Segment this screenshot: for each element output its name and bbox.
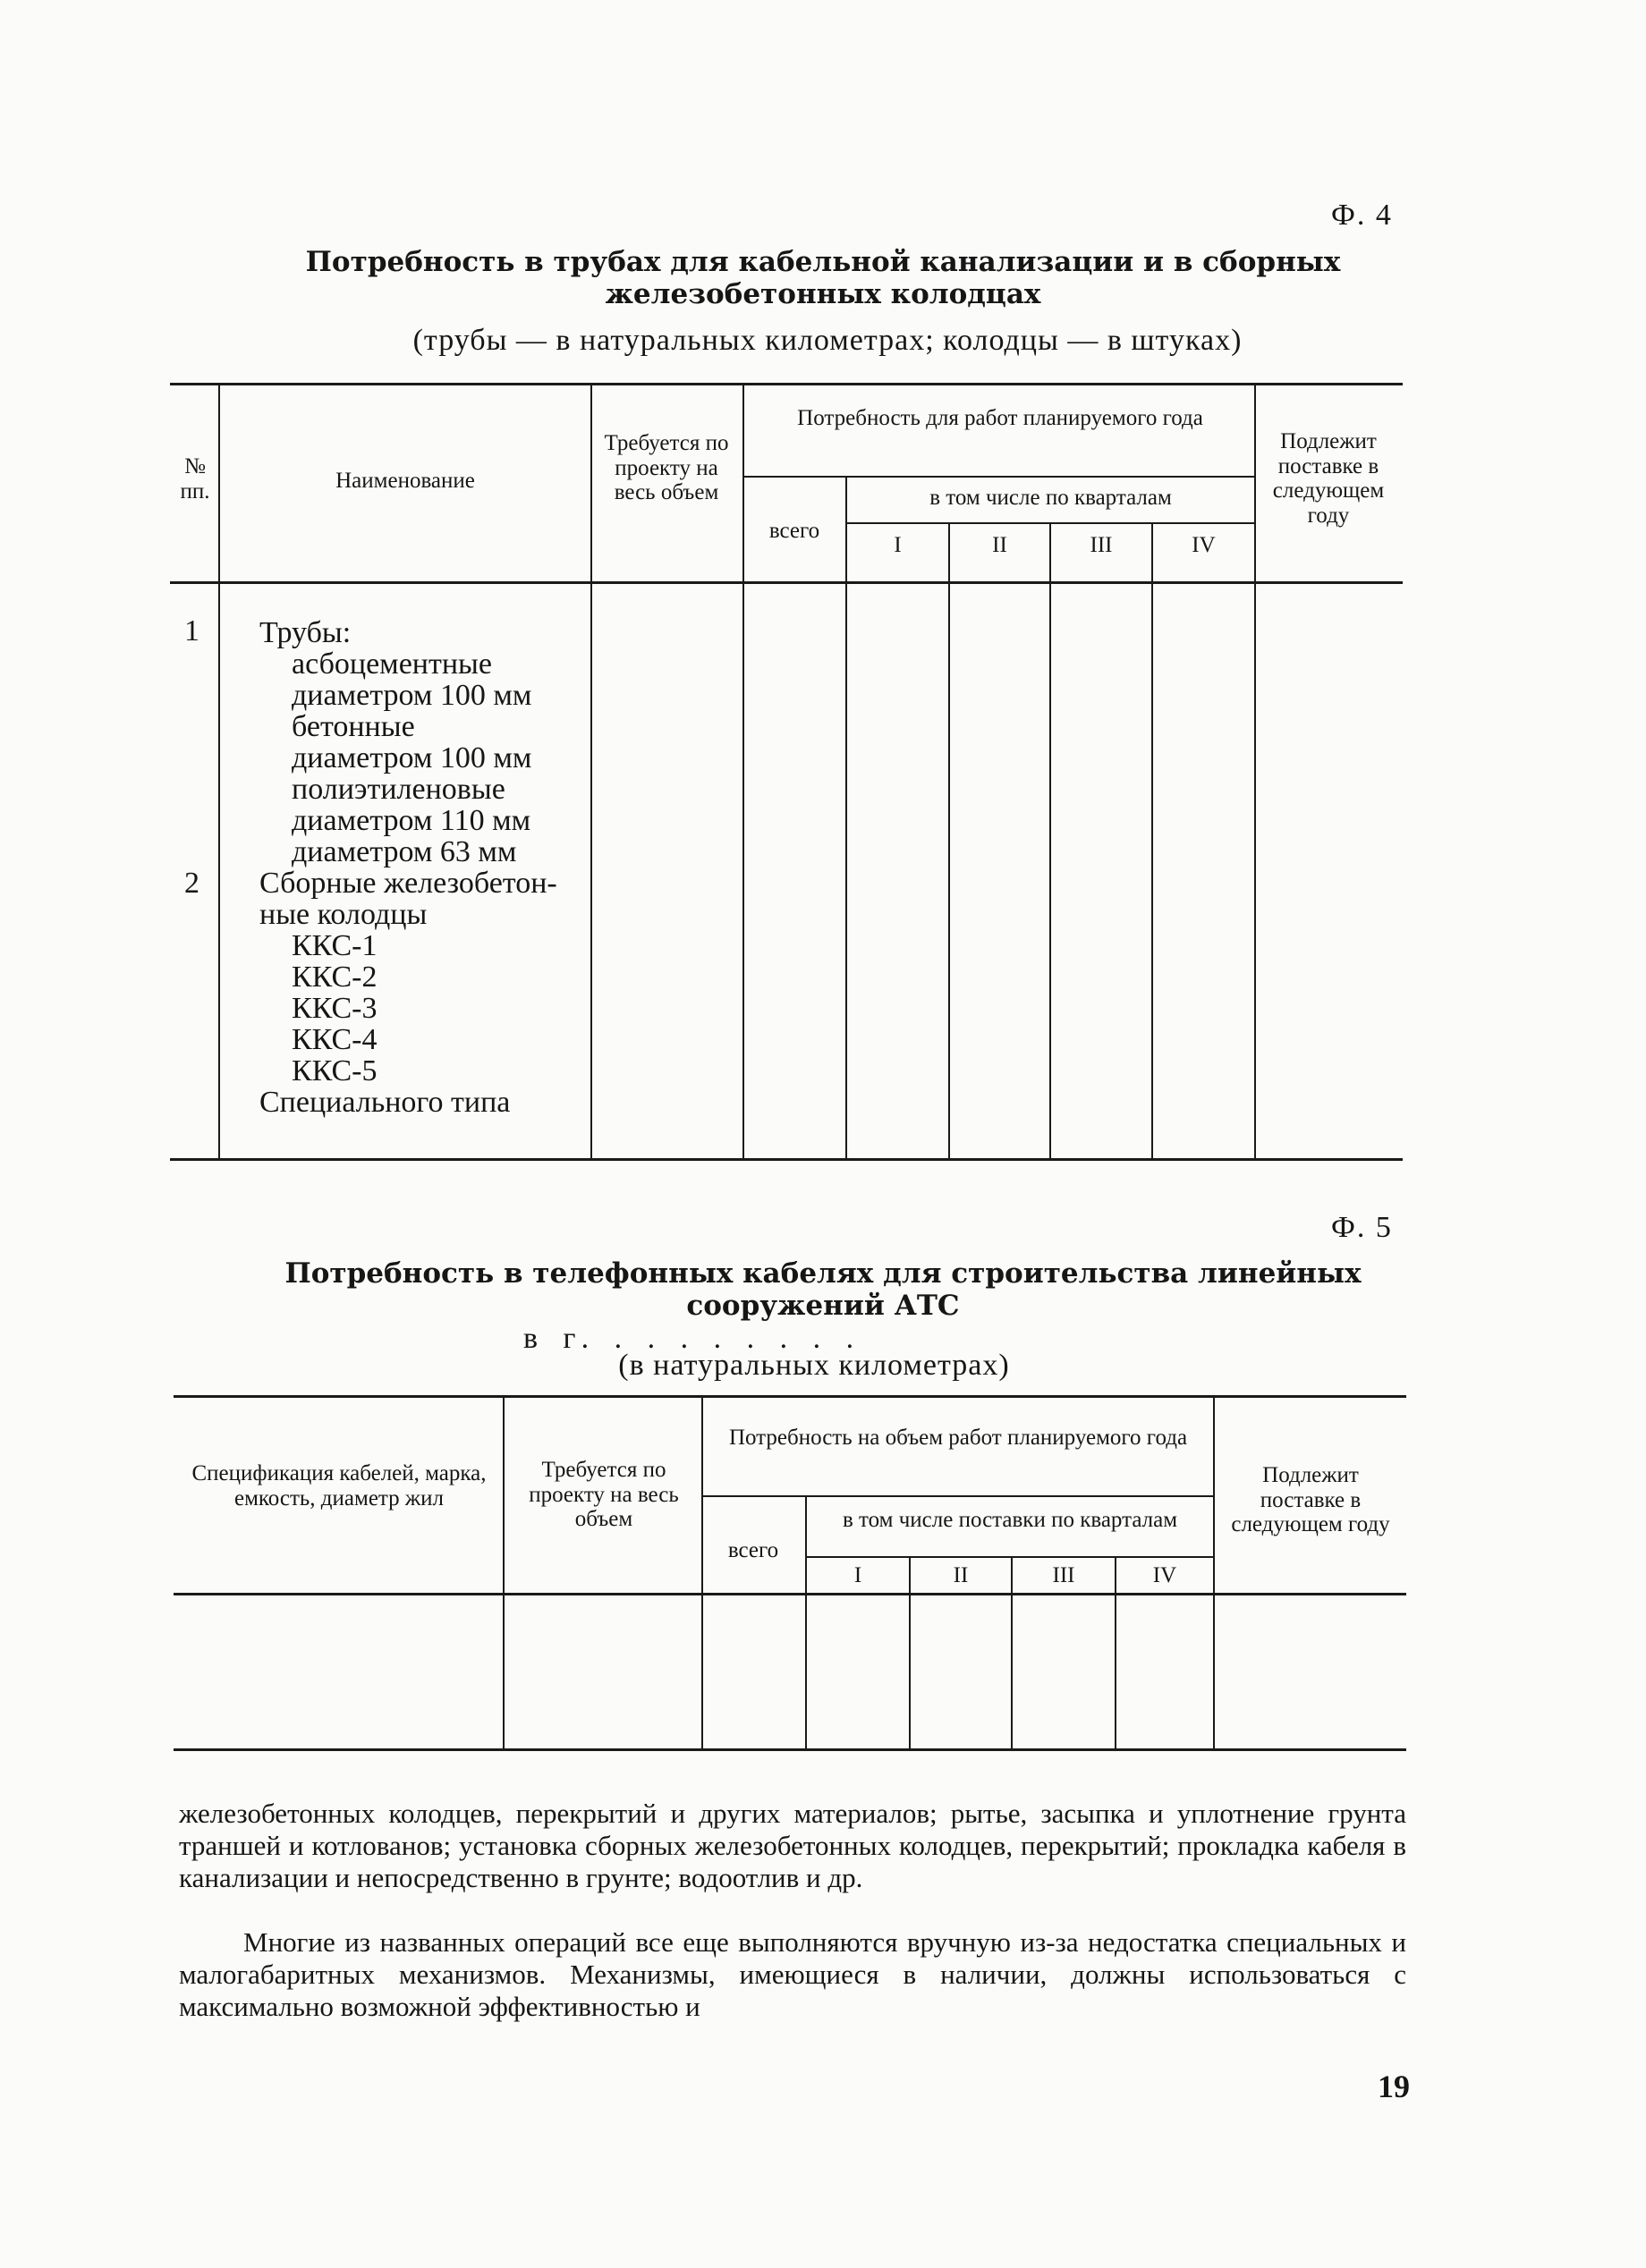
form5-vline-1: [503, 1397, 505, 1749]
form4-vline-8: [1254, 385, 1256, 1159]
form5-header-q4: IV: [1152, 1563, 1177, 1587]
form4-vline-5: [948, 524, 950, 1159]
form4-row2-line: ККС-3: [292, 992, 378, 1025]
form4-vline-7: [1151, 524, 1153, 1159]
form5-label: Ф. 5: [1331, 1211, 1393, 1244]
form4-label: Ф. 4: [1331, 199, 1393, 232]
form4-row2-line: ККС-1: [292, 929, 378, 962]
form5-header-q1: I: [853, 1563, 862, 1587]
form5-units: (в натуральных километрах): [618, 1349, 1010, 1382]
form4-header-q4: IV: [1192, 533, 1216, 557]
form4-title-line1: Потребность в трубах для кабельной канализации и в сборных: [305, 246, 1341, 278]
form4-row1-line: полиэтиленовые: [292, 773, 505, 806]
form5-quarters-divider: [805, 1556, 1213, 1558]
form4-vline-4: [845, 478, 847, 1159]
form4-row1-line: асбоцементные: [292, 647, 492, 681]
form4-row1-line: диаметром 100 мм: [292, 741, 532, 774]
form4-header-quarters-label: в том числе по кварталам: [929, 486, 1172, 510]
form5-header-spec: Спецификация кабелей, марка, емкость, диаметр жил: [191, 1461, 487, 1511]
form4-header-q3: III: [1090, 533, 1113, 557]
form4-bottom-rule: [170, 1158, 1403, 1161]
form4-row2-text: [259, 867, 590, 1118]
page-number: 19: [1378, 2069, 1410, 2104]
form4-vline-6: [1049, 524, 1051, 1159]
form4-row1-line: диаметром 110 мм: [292, 804, 531, 837]
body-paragraph-2: Многие из названных операций все еще выполняются вручную из-за недостатка специальных и малогабаритных механизмов. Механизмы, имеющиеся в наличии, должны использоваться с максимально возможной эффективностью и: [179, 1926, 1406, 2022]
form4-row1-num: 1: [184, 614, 199, 647]
form4-header-q1: I: [894, 533, 902, 557]
form5-header-required: Требуется по проекту на весь объем: [529, 1458, 679, 1531]
form4-units: (трубы — в натуральных километрах; колодцы — в штуках): [412, 324, 1243, 357]
form5-title-line2: сооружений АТС: [686, 1289, 960, 1322]
form5-vline-2: [701, 1397, 703, 1749]
form5-city-line: в г. . . . . . . . .: [523, 1322, 863, 1355]
form4-header-q2: II: [992, 533, 1007, 557]
form4-header-next-year: Подлежит поставке в следующем году: [1272, 429, 1385, 528]
form5-header-next-year: Подлежит поставке в следующем году: [1231, 1463, 1390, 1536]
form4-title-line2: железобетонных колодцах: [605, 277, 1041, 310]
form5-header-need: Потребность на объем работ планируемого года: [728, 1426, 1188, 1450]
form4-row1-line: диаметром 63 мм: [292, 835, 517, 868]
form4-header-name: Наименование: [335, 469, 475, 493]
form4-header-need: Потребность для работ планируемого года: [797, 406, 1203, 430]
form4-top-rule: [170, 383, 1403, 385]
form5-vline-7: [1213, 1397, 1215, 1749]
form5-header-q3: III: [1052, 1563, 1075, 1587]
form4-row2-line: Специального типа: [259, 1086, 511, 1119]
form4-header-bottom-rule: [170, 581, 1403, 584]
form5-title: [250, 1258, 1396, 1322]
form5-bottom-rule: [174, 1748, 1406, 1751]
form4-row1-line: диаметром 100 мм: [292, 679, 532, 712]
form4-row1-line: бетонные: [292, 710, 415, 743]
form4-row2-line: ные колодцы: [259, 898, 428, 931]
form4-row1-text: [259, 617, 590, 867]
form4-row2-line: ККС-2: [292, 961, 378, 994]
form4-row1-line: Трубы:: [259, 616, 352, 649]
form4-header-num: № пп.: [180, 454, 210, 504]
form5-header-q2: II: [953, 1563, 969, 1587]
form4-row2-line: Сборные железобетон-: [259, 867, 557, 900]
form4-row2-line: ККС-4: [292, 1023, 378, 1056]
form4-row2-num: 2: [184, 867, 199, 900]
form5-header-bottom-rule: [174, 1593, 1406, 1595]
form4-vline-3: [742, 385, 744, 1159]
form4-need-divider: [742, 476, 1254, 478]
form4-header-required: Требуется по проекту на весь объем: [604, 431, 729, 504]
form5-top-rule: [174, 1395, 1406, 1398]
form5-header-quarters-label: в том числе поставки по кварталам: [842, 1508, 1178, 1532]
form4-title: [250, 247, 1396, 310]
form4-header-total: всего: [768, 519, 820, 543]
body-paragraph-1: железобетонных колодцев, перекрытий и других материалов; рытье, засыпка и уплотнение грунта траншей и котлованов; установка сборных железобетонных колодцев, перекрытий; прокладка кабеля в канализации и непосредственно в грунте; водоотлив и др.: [179, 1798, 1406, 1893]
form5-vline-3: [805, 1497, 807, 1749]
form4-vline-1: [218, 385, 220, 1159]
form5-header-total: всего: [727, 1538, 779, 1562]
form4-row2-line: ККС-5: [292, 1054, 378, 1087]
form5-title-line1: Потребность в телефонных кабелях для строительства линейных: [284, 1257, 1362, 1290]
form5-need-divider: [701, 1495, 1213, 1497]
